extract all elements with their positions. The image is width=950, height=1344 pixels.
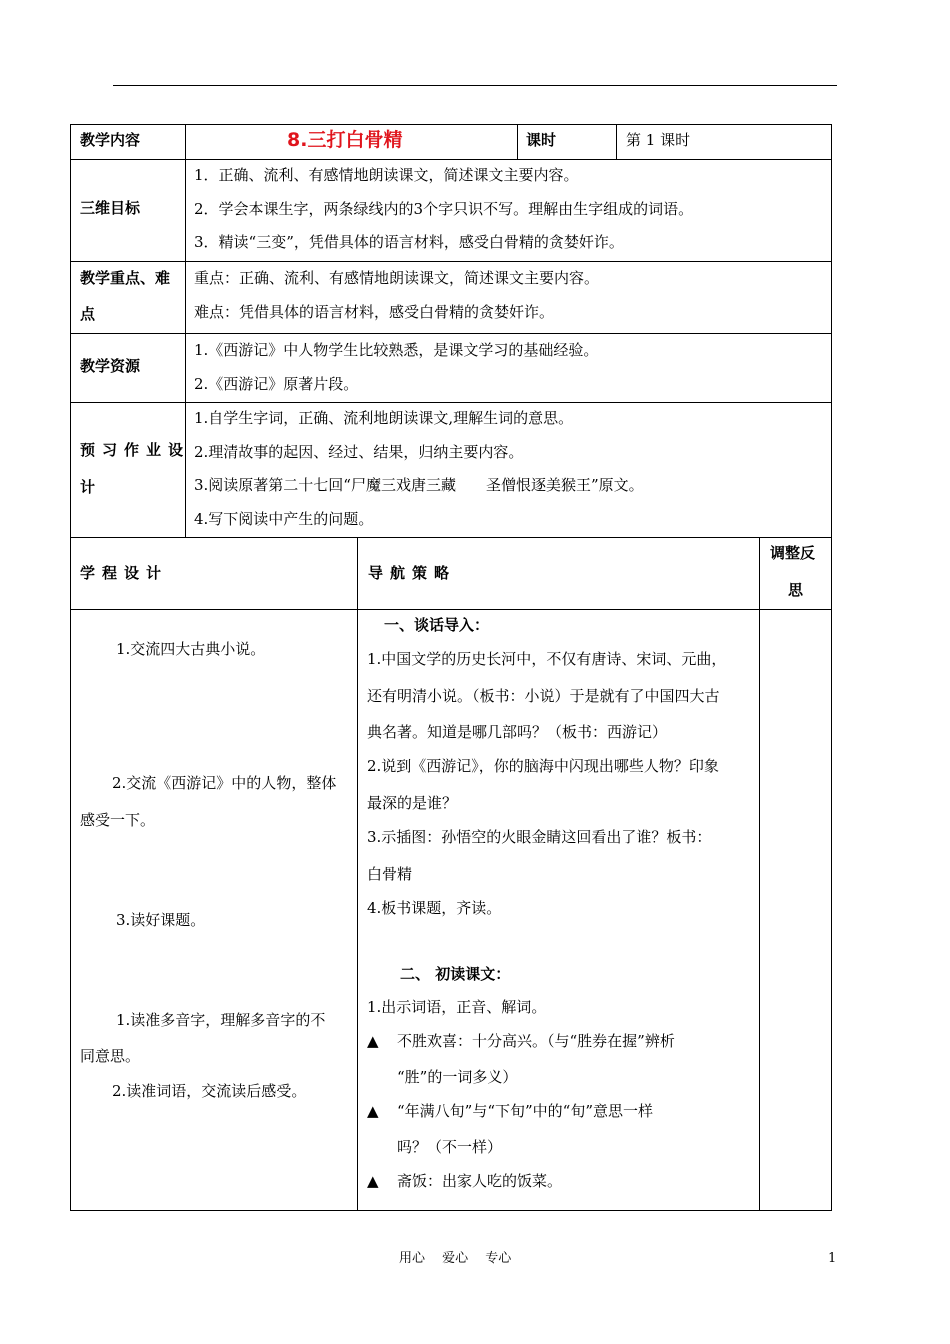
goal-item: 2．学会本课生字，两条绿线内的3个字只识不写。理解由生字组成的词语。	[194, 200, 694, 218]
goal-item: 3．精读“三变”，凭借具体的语言材料，感受白骨精的贪婪奸诈。	[194, 233, 624, 251]
strategy-bullet-text: 斋饭：出家人吃的饭菜。	[397, 1172, 563, 1190]
label-preview-line1: 预习作业设	[80, 441, 191, 459]
resource-item: 2.《西游记》原著片段。	[194, 375, 359, 393]
column-navigation-strategy: 导航策略	[368, 564, 457, 582]
page-number: 1	[828, 1251, 837, 1266]
label-resources: 教学资源	[80, 357, 141, 375]
label-period: 课时	[526, 131, 557, 149]
triangle-bullet-icon: ▲	[367, 1172, 379, 1190]
learning-item: 1.交流四大古典小说。	[116, 640, 266, 658]
preview-item: 3.阅读原著第二十七回“尸魔三戏唐三藏 圣僧恨逐美猴王”原文。	[194, 476, 644, 494]
learning-item: 3.读好课题。	[116, 911, 206, 929]
label-preview-line2: 计	[80, 478, 96, 496]
lesson-title: 8.三打白骨精	[287, 129, 403, 151]
label-teaching-content: 教学内容	[80, 131, 141, 149]
learning-item: 2.读准词语，交流读后感受。	[112, 1082, 307, 1100]
strategy-text: 1.中国文学的历史长河中，不仅有唐诗、宋词、元曲，	[367, 650, 727, 668]
label-focus-line2: 点	[80, 305, 96, 323]
column-learning-design: 学程设计	[80, 564, 169, 582]
strategy-section-title: 一、谈话导入：	[384, 616, 490, 634]
goal-item: 1．正确、流利、有感情地朗读课文，简述课文主要内容。	[194, 166, 579, 184]
strategy-text: 典名著。知道是哪几部吗？（板书：西游记）	[367, 723, 668, 741]
footer-motto: 用心 爱心 专心	[399, 1251, 512, 1266]
label-focus-line1: 教学重点、难	[80, 269, 171, 287]
learning-item: 2.交流《西游记》中的人物，整体	[112, 774, 337, 792]
strategy-text: 最深的是谁？	[367, 794, 458, 812]
strategy-text: 3.示插图：孙悟空的火眼金睛这回看出了谁？板书：	[367, 828, 712, 846]
strategy-bullet-text: “胜”的一词多义）	[397, 1068, 518, 1086]
strategy-text: 1.出示词语，正音、解词。	[367, 998, 547, 1016]
period-value: 第 1 课时	[626, 131, 691, 149]
preview-item: 4.写下阅读中产生的问题。	[194, 510, 374, 528]
strategy-text: 白骨精	[367, 865, 413, 883]
strategy-section-title: 二、 初读课文：	[400, 965, 511, 983]
strategy-text: 2.说到《西游记》，你的脑海中闪现出哪些人物？印象	[367, 757, 719, 775]
strategy-text: 还有明清小说。（板书：小说）于是就有了中国四大古	[367, 687, 720, 705]
focus-key-point: 重点：正确、流利、有感情地朗读课文，简述课文主要内容。	[194, 269, 600, 287]
strategy-bullet-text: “年满八旬”与“下旬”中的“旬”意思一样	[397, 1102, 654, 1120]
label-goals: 三维目标	[80, 199, 141, 217]
column-reflection-line1: 调整反	[770, 544, 816, 562]
strategy-bullet-text: 吗？（不一样）	[397, 1138, 503, 1156]
learning-item: 1.读准多音字，理解多音字的不	[116, 1011, 326, 1029]
resource-item: 1.《西游记》中人物学生比较熟悉，是课文学习的基础经验。	[194, 341, 599, 359]
strategy-text: 4.板书课题，齐读。	[367, 899, 502, 917]
preview-item: 1.自学生字词，正确、流利地朗读课文,理解生词的意思。	[194, 409, 574, 427]
preview-item: 2.理清故事的起因、经过、结果，归纳主要内容。	[194, 443, 524, 461]
learning-item: 同意思。	[80, 1047, 141, 1065]
learning-item: 感受一下。	[80, 811, 156, 829]
focus-difficulty: 难点：凭借具体的语言材料，感受白骨精的贪婪奸诈。	[194, 303, 555, 321]
strategy-bullet-text: 不胜欢喜：十分高兴。（与“胜券在握”辨析	[397, 1032, 675, 1050]
header-rule	[113, 85, 837, 86]
triangle-bullet-icon: ▲	[367, 1102, 379, 1120]
column-reflection-line2: 思	[788, 581, 804, 599]
triangle-bullet-icon: ▲	[367, 1032, 379, 1050]
